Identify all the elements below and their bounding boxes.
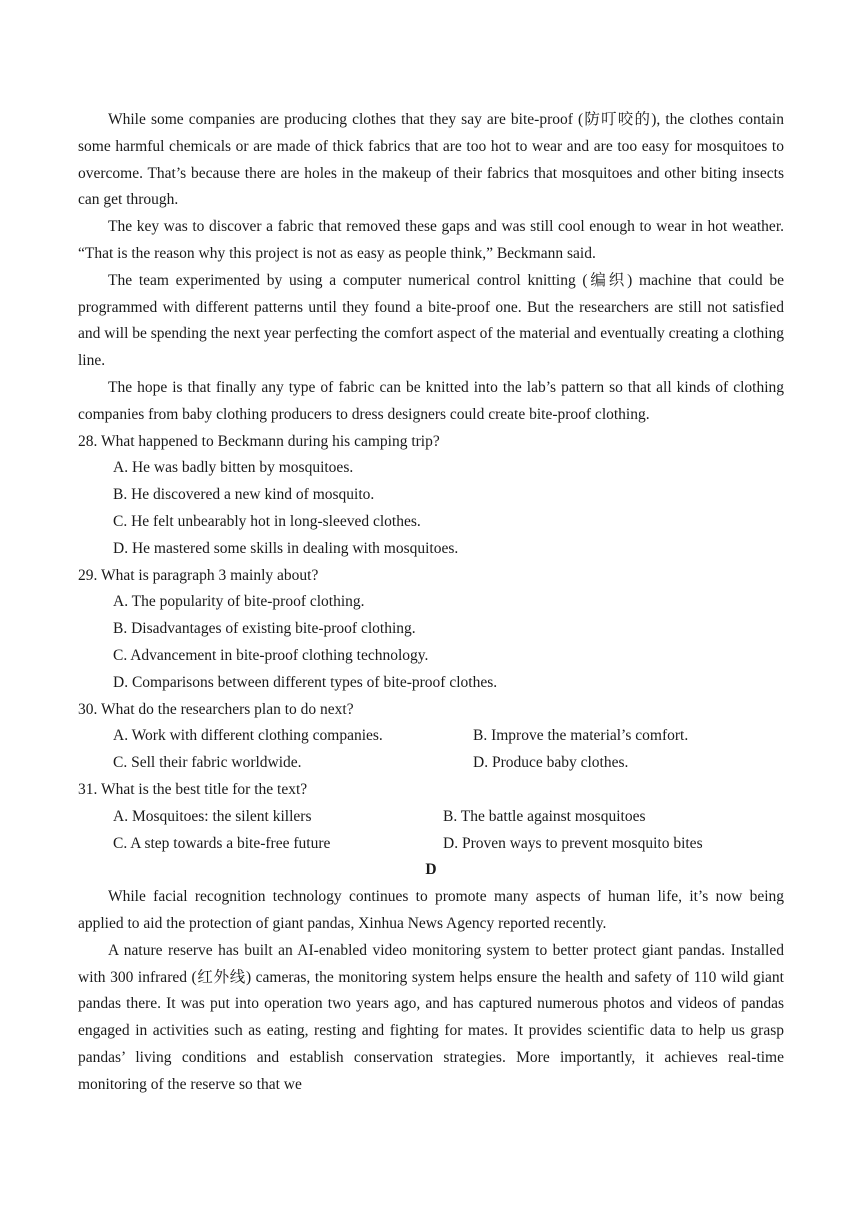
section-heading: D xyxy=(425,861,437,879)
answer-option: D. He mastered some skills in dealing with mosquitoes. xyxy=(113,539,459,557)
answer-option-row xyxy=(113,723,784,750)
answer-option: C. Sell their fabric worldwide. xyxy=(113,754,302,772)
exam-page xyxy=(78,107,784,1098)
answer-option-row xyxy=(113,804,784,831)
passage-d-paragraph: A nature reserve has built an AI-enabled video monitoring system to better protect giant pandas. Installed with 300 infrared (红外线) cameras, the monitoring system helps ensure the health and safety of 110 wild giant pandas there. It was put into operation two years ago, and has captured numerous photos and videos of pandas engaged in activities such as eating, resting and fighting for mates. It provides scientific data to help us grasp pandas’ living conditions and establish conservation strategies. More importantly, it achieves real-time monitoring of the reserve so that we xyxy=(78,941,784,1093)
question-31 xyxy=(78,777,784,857)
passage-c-paragraph: The team experimented by using a computer numerical control knitting (编织) machine that could be programmed with different patterns until they found a bite-proof one. But the researchers are still not satisfied and will be spending the next year perfecting the comfort aspect of the material and eventually creating a clothing line. xyxy=(78,271,784,370)
passage-c-paragraph: While some companies are producing clothes that they say are bite-proof (防叮咬的), the clothes contain some harmful chemicals or are made of thick fabrics that are too hot to wear and are too easy for mosquitoes to overcome. That’s because there are holes in the makeup of their fabrics that mosquitoes and other biting insects can get through. xyxy=(78,111,784,209)
answer-option: C. Advancement in bite-proof clothing technology. xyxy=(113,646,429,664)
answer-option: A. Mosquitoes: the silent killers xyxy=(113,807,312,825)
answer-option: B. The battle against mosquitoes xyxy=(443,807,646,825)
answer-option: B. He discovered a new kind of mosquito. xyxy=(113,486,375,504)
question-30 xyxy=(78,697,784,777)
answer-option: B. Improve the material’s comfort. xyxy=(473,727,689,745)
answer-option: D. Produce baby clothes. xyxy=(473,754,629,772)
answer-option: A. The popularity of bite-proof clothing. xyxy=(113,593,365,611)
passage-c-paragraph: The key was to discover a fabric that removed these gaps and was still cool enough to wear in hot weather. “That is the reason why this project is not as easy as people think,” Beckmann said. xyxy=(78,218,784,262)
answer-option: D. Proven ways to prevent mosquito bites xyxy=(443,834,703,852)
passage-c-paragraph: The hope is that finally any type of fabric can be knitted into the lab’s pattern so that all kinds of clothing companies from baby clothing producers to dress designers could create bite-proof clothing. xyxy=(78,378,784,423)
question-28 xyxy=(78,429,784,563)
answer-option-row xyxy=(113,831,784,858)
answer-option-row xyxy=(113,750,784,777)
question-29 xyxy=(78,563,784,697)
question-stem: 30. What do the researchers plan to do next? xyxy=(78,700,354,718)
question-stem: 28. What happened to Beckmann during his camping trip? xyxy=(78,432,440,450)
answer-option: C. He felt unbearably hot in long-sleeved clothes. xyxy=(113,512,421,530)
answer-option: A. He was badly bitten by mosquitoes. xyxy=(113,459,354,477)
passage-d-paragraph: While facial recognition technology continues to promote many aspects of human life, it’s now being applied to aid the protection of giant pandas, Xinhua News Agency reported recently. xyxy=(78,888,784,932)
question-stem: 31. What is the best title for the text? xyxy=(78,780,308,798)
question-stem: 29. What is paragraph 3 mainly about? xyxy=(78,566,319,584)
answer-option: C. A step towards a bite-free future xyxy=(113,834,331,852)
answer-option: B. Disadvantages of existing bite-proof clothing. xyxy=(113,620,416,638)
answer-option: D. Comparisons between different types of bite-proof clothes. xyxy=(113,673,498,691)
answer-option: A. Work with different clothing companies. xyxy=(113,727,383,745)
